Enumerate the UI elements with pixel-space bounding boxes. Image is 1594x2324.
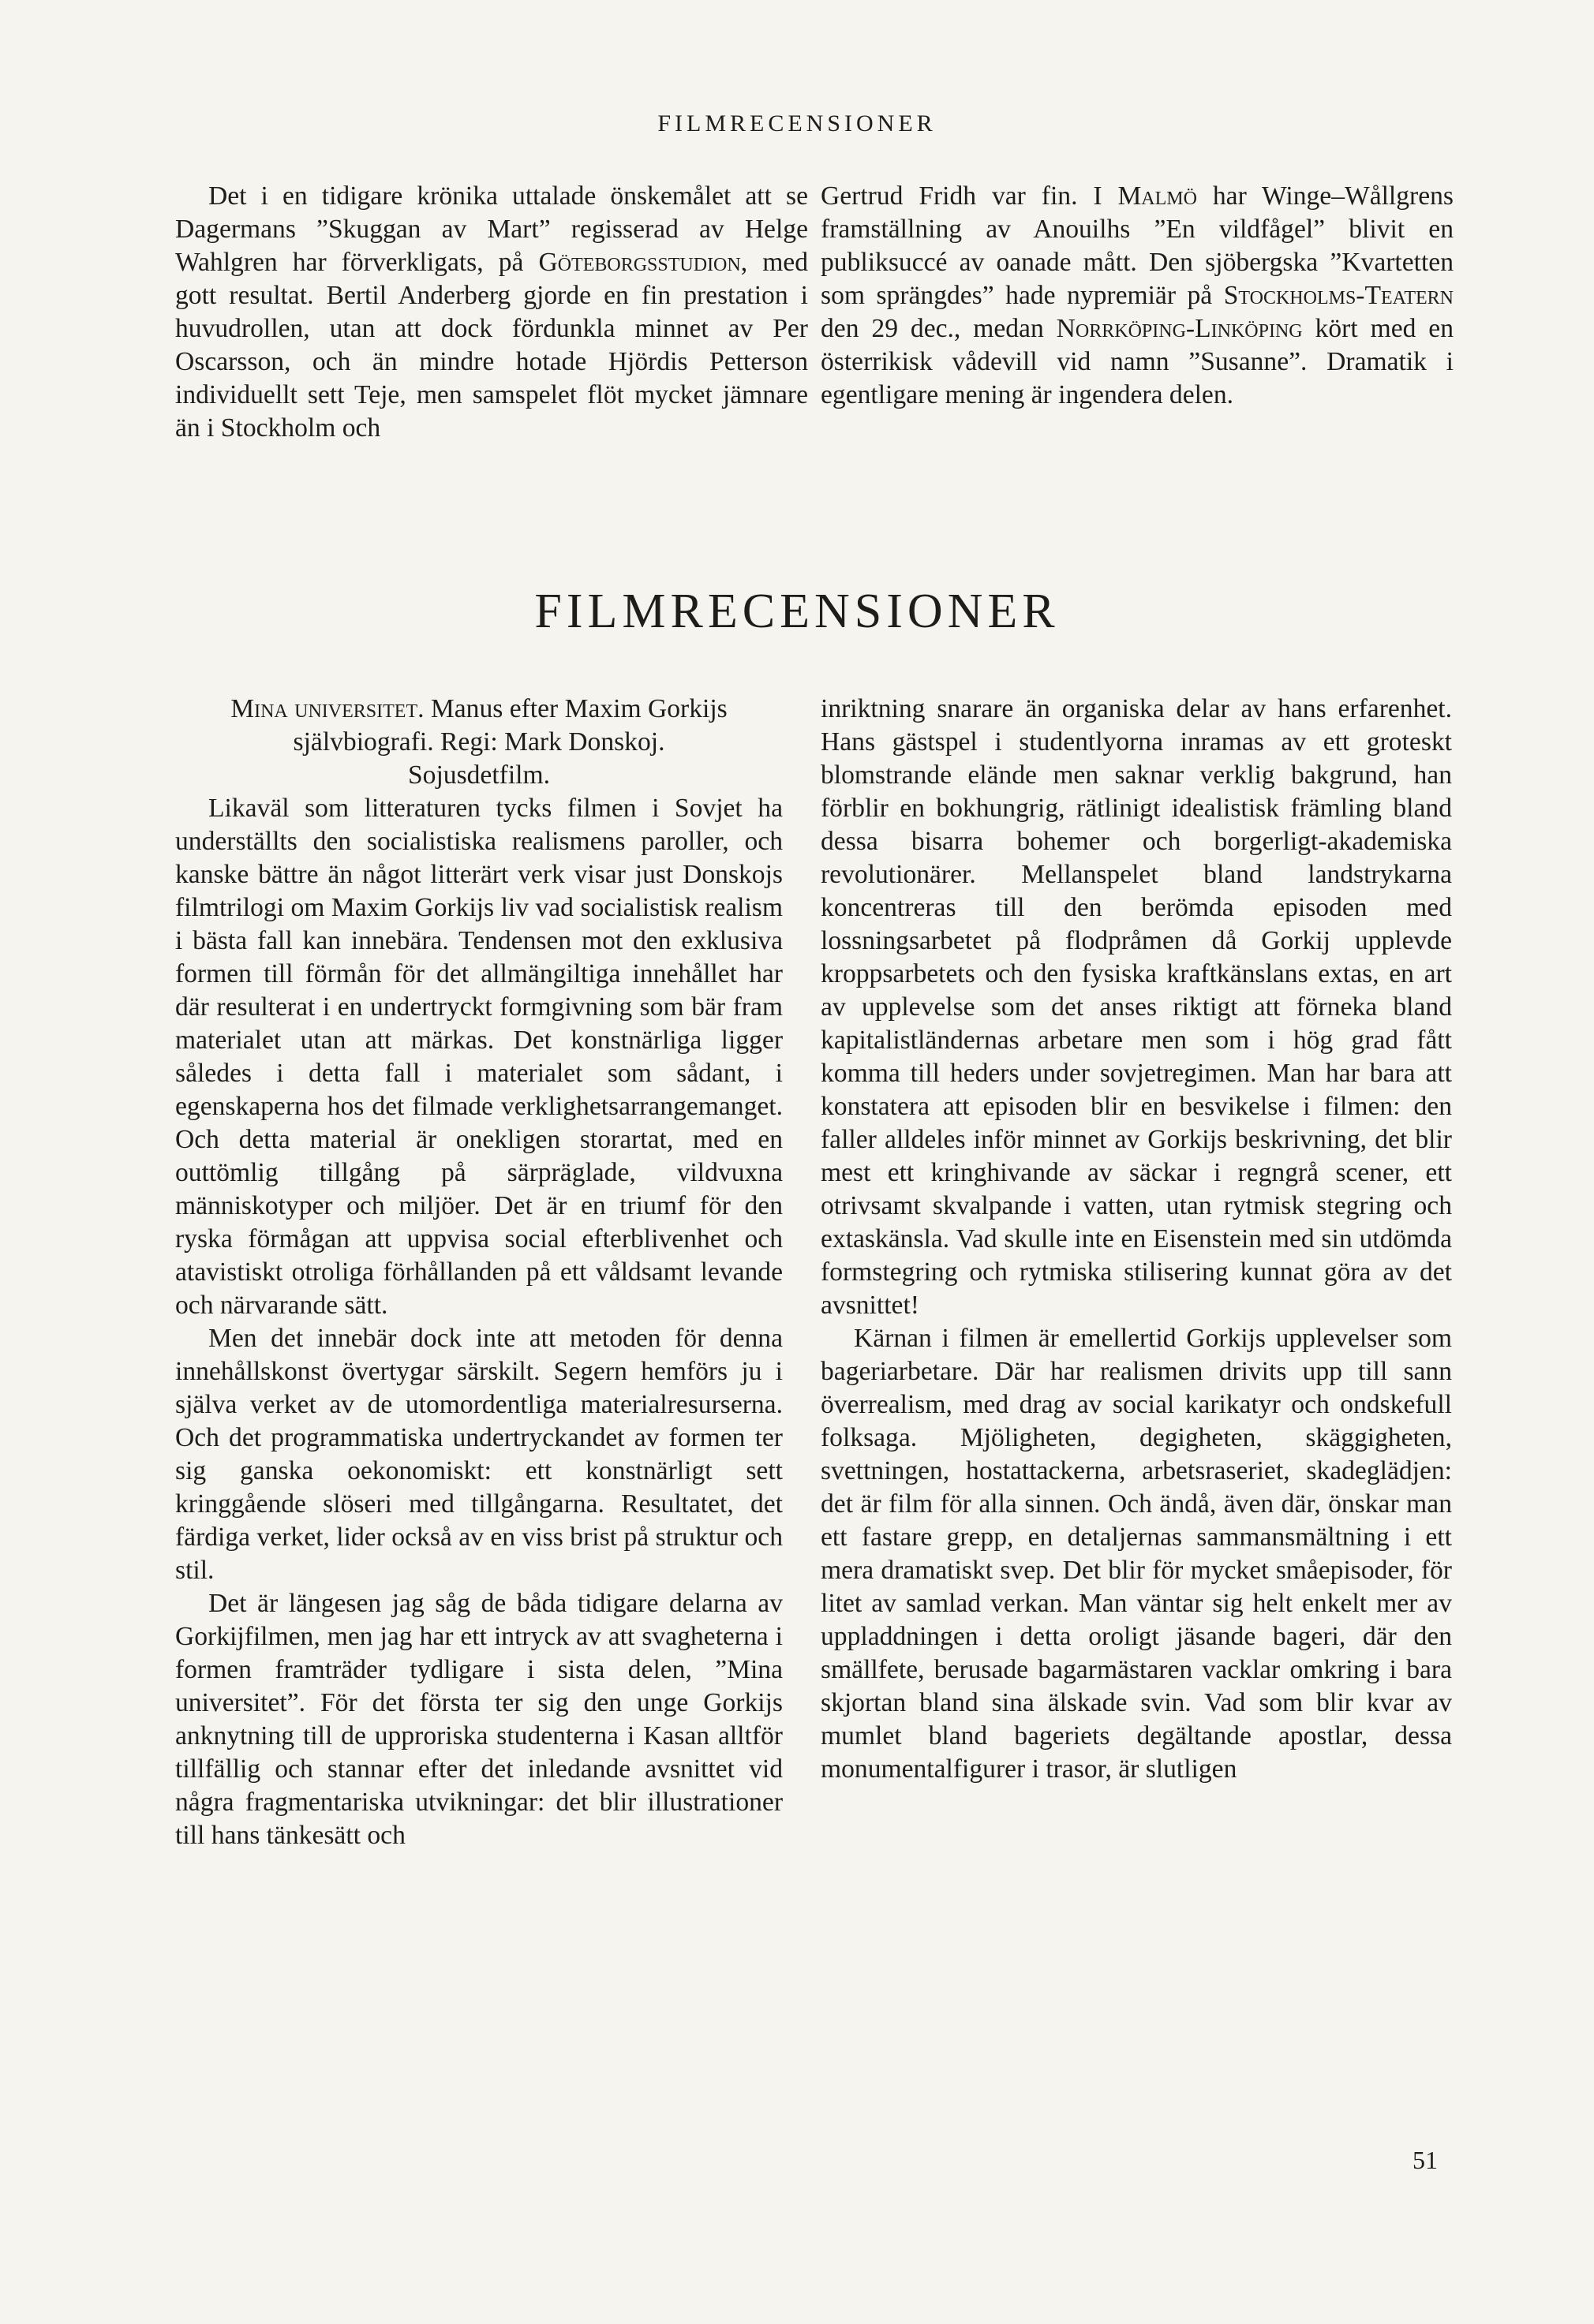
production-company: Sojusdetfilm. bbox=[407, 760, 551, 790]
paragraph: inriktning snarare än organiska delar av hans erfarenhet. Hans gästspel i studentlyorna inramas av ett groteskt blomstrande elände men saknar verklig bakgrund, han förblir en bokhungrig, rätlinigt idealistisk främling bland dessa bisarra bohemer och borgerligt-akademiska revolutionärer. Mellanspelet bland landstrykarna koncentreras till den berömda episoden med lossningsarbetet på flodpråmen då Gorkij upplevde kroppsarbetets och den fysiska kraftkänslans extas, en art av upplevelse som det anses riktigt att förneka bland kapitalistländernas arbetare men som i hög grad fått komma till heders under sovjetregimen. Man har bara att konstatera att episoden blir en besvikelse i filmen: den faller alldeles inför minnet av Gorkijs beskrivning, det blir mest ett kringhivande av säckar i regngrå scener, ett otrivsamt skvalpande i vatten, utan rytmisk stegring och extaskänsla. Vad skulle inte en Eisenstein med sin utdömda formstegring och rytmiska stilisering kunnat göra av det avsnittet! bbox=[821, 694, 1452, 1320]
bottom-left-column bbox=[175, 693, 783, 1852]
page-number: 51 bbox=[1413, 2146, 1438, 2174]
paragraph: Kärnan i filmen är emellertid Gorkijs upplevelser som bageriarbetare. Där har realismen drivits upp till sann överrealism, med drag av social karikatyr och ondskefull folksaga. Mjöligheten, degigheten, skäggigheten, svettningen, hostattackerna, arbetsraseriet, skadeglädjen: det är film för alla sinnen. Och ändå, även där, önskar man ett fastare grepp, en detaljernas sammansmältning i ett mera dramatiskt svep. Det blir för mycket småepisoder, för litet av samlad verkan. Man väntar sig helt enkelt mer av uppladdningen i detta oroligt jäsande bageri, där den smällfete, berusade bagarmästaren vacklar omkring i bara skjortan bland sina älskade svin. Vad som blir kvar av mumlet bland bageriets degältande apostlar, dessa monumentalfigurer i trasor, är slutligen bbox=[821, 1324, 1452, 1784]
venue-name: Göteborgsstudion bbox=[538, 248, 741, 277]
top-left-column bbox=[175, 180, 808, 445]
paragraph: Gertrud Fridh var fin. I Malmö har Winge–Wållgrens framställning av Anouilhs ”En vildfågel” blivit en publiksuccé av oanade mått. Den sjöbergska ”Kvartetten som sprängdes” hade nypremiär på Stockholms-Teatern den 29 dec., medan Norrköping-Linköping kört med en österrikisk vådevill vid namn ”Susanne”. Dramatik i egentligare mening är ingendera delen. bbox=[821, 181, 1454, 409]
paragraph: Likaväl som litteraturen tycks filmen i Sovjet ha underställts den socialistiska realismens paroller, och kanske bättre än något litterärt verk visar just Donskojs filmtrilogi om Maxim Gorkijs liv vad socialistisk realism i bästa fall kan innebära. Tendensen mot den exklusiva formen till förmån för det allmängiltiga innehållet har där resulterat i en undertryckt formgivning som bär fram materialet utan att märkas. Det konstnärliga ligger således i detta fall i materialet som sådant, i egenskaperna hos det filmade verklighetsarrangemanget. Och detta material är onekligen storartat, med en outtömlig tillgång på särpräglade, vildvuxna människotyper och miljöer. Det är en triumf för den ryska förmågan att uppvisa social efterblivenhet och atavistiskt otroliga förhållanden på ett våldsamt levande och närvarande sätt. bbox=[175, 794, 783, 1320]
top-right-column bbox=[821, 180, 1454, 412]
review-header bbox=[175, 693, 783, 759]
paragraph: Det är längesen jag såg de båda tidigare delarna av Gorkijfilmen, men jag har ett intryck av att svagheterna i formen framträder tydligare i sista delen, ”Mina universitet”. För det första ter sig den unge Gorkijs anknytning till de upproriska studenterna i Kasan alltför tillfällig och stannar efter det inledande avsnittet vid några fragmentariska utvikningar: det blir illustrationer till hans tänkesätt och bbox=[175, 1589, 783, 1850]
section-title: FILMRECENSIONER bbox=[534, 585, 1060, 638]
credits: Manus efter Maxim Gorkijs självbiografi. Regi: Mark Donskoj. bbox=[293, 694, 728, 757]
film-title: Mina universitet. bbox=[230, 694, 425, 723]
region-name: Norrköping-Linköping bbox=[1056, 314, 1303, 343]
running-head: FILMRECENSIONER bbox=[657, 110, 937, 136]
theatre-name: Stockholms-Teatern bbox=[1223, 281, 1454, 310]
bottom-right-column bbox=[821, 693, 1452, 1786]
paragraph: Det i en tidigare krönika uttalade önskemålet att se Dagermans ”Skuggan av Mart” regisserad av Helge Wahlgren har förverkligats, på Göteborgsstudion, med gott resultat. Bertil Anderberg gjorde en fin prestation i huvudrollen, utan att dock fördunkla minnet av Per Oscarsson, och än mindre hotade Hjördis Petterson individuellt sett Teje, men samspelet flöt mycket jämnare än i Stockholm och bbox=[175, 181, 808, 443]
city-name: Malmö bbox=[1117, 181, 1197, 211]
paragraph: Men det innebär dock inte att metoden för denna innehållskonst övertygar särskilt. Segern hemförs ju i själva verket av de utomordentliga materialresurserna. Och det programmatiska undertryckandet av formen ter sig ganska oekonomiskt: ett konstnärligt sett kringgående slöseri med tillgångarna. Resultatet, det färdiga verket, lider också av en viss brist på struktur och stil. bbox=[175, 1324, 783, 1585]
